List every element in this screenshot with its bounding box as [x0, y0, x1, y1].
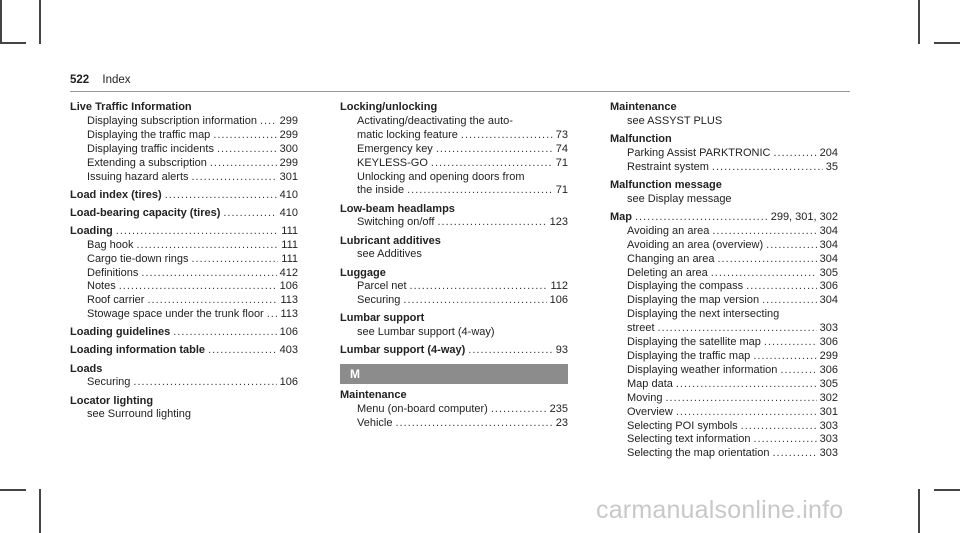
dot-leader — [217, 143, 277, 157]
page-reference[interactable]: 304 — [819, 238, 838, 251]
index-term: Live Traffic Information — [70, 101, 192, 113]
dot-leader — [764, 336, 817, 350]
page-reference[interactable]: 106 — [279, 326, 298, 339]
dot-leader — [712, 161, 823, 175]
dot-leader — [754, 433, 817, 447]
dot-leader — [173, 326, 276, 340]
dot-leader — [746, 280, 816, 294]
dot-leader — [119, 280, 277, 294]
index-term: Selecting the map orientation — [627, 447, 770, 460]
index-term: Securing — [87, 376, 131, 389]
index-term: Loads — [70, 362, 103, 375]
dot-leader — [780, 364, 816, 378]
index-subentry[interactable] — [340, 403, 568, 417]
index-term: Displaying the satellite map — [627, 336, 761, 349]
dot-leader — [192, 253, 279, 267]
index-term: Maintenance — [340, 389, 407, 402]
index-term: Stowage space under the trunk floor — [87, 308, 264, 321]
index-term: Load index (tires) — [70, 188, 162, 201]
index-term: Cargo tie-down rings — [87, 252, 189, 265]
index-term: Moving — [627, 391, 663, 404]
index-entry[interactable] — [610, 211, 838, 225]
page-reference[interactable]: 123 — [549, 216, 568, 229]
dot-leader — [676, 378, 817, 392]
crop-mark — [39, 0, 41, 44]
page-reference[interactable]: 112 — [550, 280, 568, 293]
index-subentry[interactable] — [340, 216, 568, 230]
page-reference[interactable]: 111 — [281, 224, 298, 237]
page-reference[interactable]: 304 — [819, 224, 838, 237]
crop-mark — [918, 0, 920, 44]
index-term: Extending a subscription — [87, 156, 207, 169]
index-term: Displaying traffic incidents — [87, 142, 214, 155]
index-subentry[interactable] — [70, 143, 298, 157]
page-reference[interactable]: 303 — [819, 433, 838, 446]
dot-leader — [711, 267, 817, 281]
index-term: Notes — [87, 280, 116, 293]
index-term: street — [627, 322, 655, 335]
page-reference[interactable]: 306 — [819, 280, 838, 293]
dot-leader — [147, 294, 277, 308]
index-subentry[interactable] — [70, 157, 298, 171]
dot-leader — [267, 308, 278, 322]
dot-leader — [773, 147, 816, 161]
section-letter-header: M — [340, 364, 568, 384]
index-entry[interactable] — [610, 133, 838, 147]
index-subentry[interactable] — [70, 171, 298, 185]
dot-leader — [136, 239, 278, 253]
page-reference[interactable]: 113 — [280, 308, 298, 321]
index-term: Displaying the next intersecting — [627, 308, 780, 321]
index-term: Avoiding an area (overview) — [627, 238, 764, 251]
index-column-2 — [340, 101, 568, 431]
index-subentry[interactable] — [70, 294, 298, 308]
dot-leader — [165, 189, 277, 203]
dot-leader — [208, 344, 277, 358]
index-subentry[interactable] — [610, 308, 838, 322]
crop-mark — [39, 489, 41, 533]
index-term: Malfunction — [610, 133, 672, 145]
index-subentry[interactable] — [610, 267, 838, 281]
dot-leader — [133, 376, 276, 390]
page-number: 522 — [70, 74, 90, 86]
page-reference[interactable]: 113 — [280, 294, 298, 307]
page-reference[interactable]: 235 — [549, 403, 568, 416]
page-reference[interactable]: 73 — [555, 128, 568, 141]
page-reference[interactable]: 301 — [279, 170, 298, 183]
index-subentry[interactable] — [610, 115, 838, 129]
index-term: Locking/unlocking — [340, 101, 438, 113]
index-subentry[interactable] — [610, 336, 838, 350]
index-subentry[interactable] — [610, 420, 838, 434]
dot-leader — [491, 403, 547, 417]
page-reference[interactable]: 303 — [819, 419, 838, 432]
header-divider — [70, 91, 850, 92]
index-subentry[interactable] — [610, 322, 838, 336]
dot-leader — [403, 294, 546, 308]
index-subentry[interactable] — [610, 392, 838, 406]
index-entry[interactable] — [70, 326, 298, 340]
index-entry[interactable] — [610, 101, 838, 115]
index-term: Displaying the map version — [627, 294, 760, 307]
index-term: Deleting an area — [627, 266, 708, 279]
index-term: see Surround lighting — [87, 408, 191, 421]
dot-leader — [436, 143, 553, 157]
page-reference[interactable]: 74 — [555, 142, 568, 155]
index-term: Displaying weather information — [627, 363, 778, 376]
index-subentry[interactable] — [610, 433, 838, 447]
index-subentry[interactable] — [610, 225, 838, 239]
page-reference[interactable]: 106 — [279, 280, 298, 293]
dot-leader — [223, 207, 276, 221]
index-subentry[interactable] — [340, 184, 568, 198]
index-term: Load-bearing capacity (tires) — [70, 206, 221, 219]
index-term: Map — [610, 210, 632, 223]
index-subentry[interactable] — [70, 239, 298, 253]
index-term: Emergency key — [357, 142, 433, 155]
dot-leader — [717, 253, 816, 267]
index-term: Activating/deactivating the auto- — [357, 114, 513, 127]
index-column-3 — [610, 101, 838, 461]
dot-leader — [468, 344, 552, 358]
dot-leader — [635, 211, 768, 225]
page-reference[interactable]: 403 — [279, 344, 298, 357]
page-reference[interactable]: 302 — [819, 391, 838, 404]
index-entry[interactable] — [610, 179, 838, 193]
index-term: Low-beam headlamps — [340, 202, 455, 215]
index-term: see ASSYST PLUS — [627, 114, 723, 127]
index-term: Issuing hazard alerts — [87, 170, 189, 183]
index-subentry[interactable] — [340, 294, 568, 308]
index-term: Displaying the traffic map — [87, 128, 211, 141]
page-reference[interactable]: 111 — [281, 252, 298, 265]
page-reference[interactable]: 303 — [819, 447, 838, 460]
index-term: Menu (on-board computer) — [357, 403, 488, 416]
dot-leader — [192, 171, 277, 185]
index-entry[interactable] — [70, 225, 298, 239]
dot-leader — [762, 294, 817, 308]
page-reference[interactable]: 106 — [279, 376, 298, 389]
page-reference[interactable]: 412 — [279, 266, 298, 279]
index-term: Lumbar support (4-way) — [340, 344, 466, 357]
page-reference[interactable]: 300 — [279, 142, 298, 155]
dot-leader — [772, 447, 816, 461]
index-subentry[interactable] — [340, 417, 568, 431]
page-reference[interactable]: 301 — [819, 405, 838, 418]
index-term: Vehicle — [357, 417, 393, 430]
page-reference[interactable]: 299 — [279, 128, 298, 141]
index-term: Locator lighting — [70, 394, 154, 407]
page-reference[interactable]: 410 — [279, 188, 298, 201]
index-term: see Additives — [357, 248, 422, 261]
index-entry[interactable] — [340, 389, 568, 403]
page-reference[interactable]: 304 — [819, 294, 838, 307]
dot-leader — [431, 157, 553, 171]
index-term: see Display message — [627, 192, 732, 205]
page-reference[interactable]: 306 — [819, 363, 838, 376]
dot-leader — [407, 184, 553, 198]
page-reference[interactable]: 35 — [825, 160, 838, 173]
index-term: Definitions — [87, 266, 139, 279]
page-reference[interactable]: 299 — [819, 349, 838, 362]
index-term: Loading guidelines — [70, 326, 171, 339]
index-subentry[interactable] — [340, 115, 568, 129]
index-term: Loading information table — [70, 344, 206, 357]
index-entry[interactable] — [70, 363, 298, 377]
index-subentry[interactable] — [340, 280, 568, 294]
page-reference[interactable]: 304 — [819, 252, 838, 265]
index-entry[interactable] — [340, 267, 568, 281]
crop-mark — [934, 489, 960, 491]
index-term: Luggage — [340, 266, 386, 279]
index-subentry[interactable] — [70, 253, 298, 267]
dot-leader — [461, 129, 553, 143]
index-subentry[interactable] — [340, 326, 568, 340]
index-subentry[interactable] — [610, 406, 838, 420]
page-header — [70, 74, 131, 86]
dot-leader — [260, 115, 277, 129]
index-subentry[interactable] — [610, 447, 838, 461]
index-term: Parcel net — [357, 280, 407, 293]
page-reference[interactable]: 111 — [281, 238, 298, 251]
dot-leader — [658, 322, 817, 336]
index-term: Roof carrier — [87, 294, 145, 307]
index-subentry[interactable] — [70, 408, 298, 422]
index-term: the inside — [357, 184, 405, 197]
crop-mark — [0, 0, 2, 44]
index-term: Malfunction message — [610, 178, 722, 191]
crop-mark — [0, 489, 26, 491]
index-term: Loading — [70, 224, 113, 237]
index-entry[interactable] — [340, 312, 568, 326]
index-subentry[interactable] — [340, 171, 568, 185]
index-term: Lumbar support — [340, 312, 425, 325]
index-term: KEYLESS-GO — [357, 156, 428, 169]
page-reference[interactable]: 305 — [819, 377, 838, 390]
crop-mark — [918, 489, 920, 533]
index-subentry[interactable] — [610, 161, 838, 175]
index-entry[interactable] — [340, 344, 568, 358]
dot-leader — [141, 267, 276, 281]
dot-leader — [210, 157, 277, 171]
index-subentry[interactable] — [70, 115, 298, 129]
page-reference[interactable]: 306 — [819, 336, 838, 349]
index-subentry[interactable] — [340, 143, 568, 157]
crop-mark — [934, 42, 960, 44]
crop-mark — [0, 42, 26, 44]
index-subentry[interactable] — [70, 267, 298, 281]
index-subentry[interactable] — [340, 248, 568, 262]
index-subentry[interactable] — [610, 350, 838, 364]
index-term: Map data — [627, 377, 673, 390]
dot-leader — [766, 239, 816, 253]
index-subentry[interactable] — [610, 280, 838, 294]
index-entry[interactable] — [70, 189, 298, 203]
index-term: Overview — [627, 405, 673, 418]
index-term: Bag hook — [87, 238, 134, 251]
index-subentry[interactable] — [610, 147, 838, 161]
page-reference[interactable]: 303 — [819, 322, 838, 335]
index-entry[interactable] — [340, 235, 568, 249]
index-term: Selecting POI symbols — [627, 419, 738, 432]
index-term: Displaying subscription information — [87, 114, 257, 127]
index-term: Displaying the traffic map — [627, 349, 751, 362]
index-term: Selecting text information — [627, 433, 751, 446]
page-reference[interactable]: 410 — [279, 206, 298, 219]
index-subentry[interactable] — [610, 239, 838, 253]
section-title: Index — [102, 74, 131, 86]
dot-leader — [213, 129, 276, 143]
index-subentry[interactable] — [340, 157, 568, 171]
index-term: Changing an area — [627, 252, 715, 265]
index-term: Switching on/off — [357, 216, 435, 229]
index-term: Restraint system — [627, 160, 709, 173]
index-entry[interactable] — [70, 101, 298, 115]
dot-leader — [116, 225, 278, 239]
page-reference[interactable]: 93 — [555, 344, 568, 357]
index-term: matic locking feature — [357, 128, 458, 141]
watermark: carmanualsonline.info — [596, 496, 844, 524]
page-reference[interactable]: 299, 301, 302 — [770, 210, 838, 223]
dot-leader — [712, 225, 816, 239]
index-term: Lubricant additives — [340, 234, 441, 247]
index-term: Avoiding an area — [627, 224, 710, 237]
dot-leader — [395, 417, 552, 431]
dot-leader — [437, 216, 546, 230]
page-reference[interactable]: 71 — [555, 184, 568, 197]
page-reference[interactable]: 23 — [555, 417, 568, 430]
index-term: see Lumbar support (4-way) — [357, 326, 495, 339]
index-subentry[interactable] — [70, 376, 298, 390]
page-reference[interactable]: 299 — [279, 114, 298, 127]
index-entry[interactable] — [340, 101, 568, 115]
index-term: Displaying the compass — [627, 280, 744, 293]
index-column-1 — [70, 101, 298, 422]
dot-leader — [753, 350, 816, 364]
index-subentry[interactable] — [70, 129, 298, 143]
index-entry[interactable] — [70, 344, 298, 358]
dot-leader — [410, 280, 548, 294]
index-term: Unlocking and opening doors from — [357, 170, 525, 183]
index-subentry[interactable] — [610, 294, 838, 308]
index-subentry[interactable] — [610, 378, 838, 392]
index-term: Parking Assist PARKTRONIC — [627, 146, 771, 159]
index-subentry[interactable] — [610, 193, 838, 207]
page-reference[interactable]: 299 — [279, 156, 298, 169]
index-entry[interactable] — [70, 395, 298, 409]
index-subentry[interactable] — [340, 129, 568, 143]
index-entry[interactable] — [70, 207, 298, 221]
page-reference[interactable]: 106 — [549, 294, 568, 307]
dot-leader — [665, 392, 816, 406]
index-term: Securing — [357, 294, 401, 307]
index-subentry[interactable] — [610, 253, 838, 267]
index-subentry[interactable] — [70, 280, 298, 294]
index-term: Maintenance — [610, 101, 677, 113]
page-reference[interactable]: 71 — [555, 156, 568, 169]
index-subentry[interactable] — [70, 308, 298, 322]
dot-leader — [741, 420, 817, 434]
index-subentry[interactable] — [610, 364, 838, 378]
page-reference[interactable]: 305 — [819, 266, 838, 279]
page-reference[interactable]: 204 — [819, 146, 838, 159]
index-entry[interactable] — [340, 203, 568, 217]
dot-leader — [676, 406, 817, 420]
